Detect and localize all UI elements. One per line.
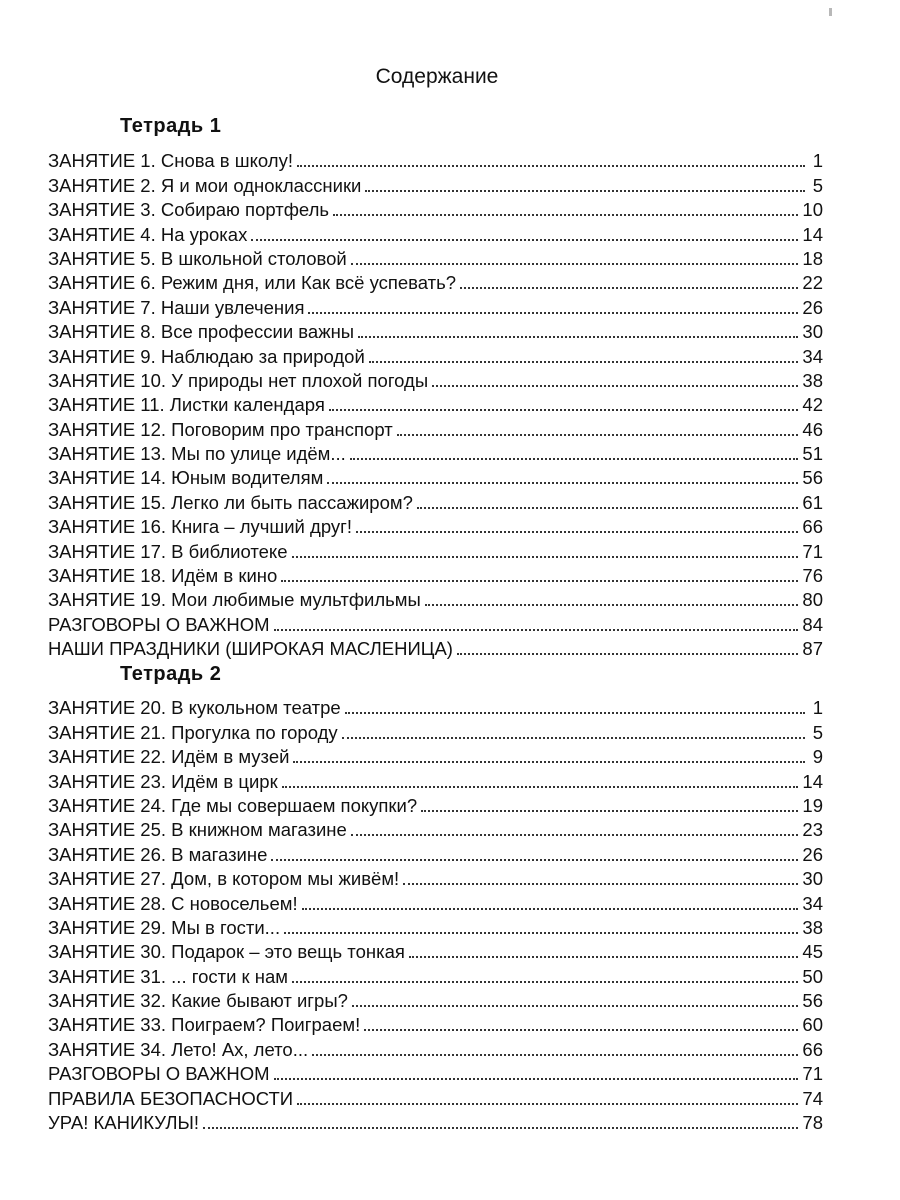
- toc-entry[interactable]: [48, 962, 823, 986]
- toc-entry-title: ЗАНЯТИЕ 1. Снова в школу!: [48, 150, 293, 172]
- toc-entry-title: ПРАВИЛА БЕЗОПАСНОСТИ: [48, 1087, 294, 1109]
- dot-leader: [284, 931, 798, 934]
- toc-entry-title: ЗАНЯТИЕ 7. Наши увлечения: [48, 296, 305, 318]
- toc-entry-page-number: 30: [802, 321, 823, 343]
- toc-entry-page-number: 10: [802, 199, 823, 221]
- toc-entry[interactable]: [48, 635, 823, 659]
- toc-list-notebook-1: [48, 147, 823, 659]
- toc-entry[interactable]: [48, 1060, 823, 1084]
- toc-entry[interactable]: [48, 938, 823, 962]
- dot-leader: [293, 760, 805, 763]
- toc-entry[interactable]: [48, 293, 823, 317]
- toc-entry[interactable]: [48, 342, 823, 366]
- dot-leader: [425, 603, 799, 606]
- toc-entry[interactable]: [48, 816, 823, 840]
- dot-leader: [345, 711, 805, 714]
- toc-entry[interactable]: [48, 694, 823, 718]
- toc-entry-title: ЗАНЯТИЕ 27. Дом, в котором мы живём!: [48, 868, 400, 890]
- toc-entry-title: ЗАНЯТИЕ 4. На уроках: [48, 223, 248, 245]
- dot-leader: [432, 384, 798, 387]
- dot-leader: [403, 882, 798, 885]
- toc-entry-title: ЗАНЯТИЕ 14. Юным водителям: [48, 467, 324, 489]
- toc-entry-page-number: 61: [802, 491, 823, 513]
- dot-leader: [350, 457, 799, 460]
- toc-entry-title: РАЗГОВОРЫ О ВАЖНОМ: [48, 1063, 270, 1085]
- dot-leader: [274, 1077, 799, 1080]
- toc-entry-page-number: 50: [802, 965, 823, 987]
- section-heading-notebook-1: Тетрадь 1: [120, 115, 222, 137]
- toc-entry-page-number: 45: [802, 941, 823, 963]
- toc-entry-title: РАЗГОВОРЫ О ВАЖНОМ: [48, 613, 270, 635]
- dot-leader: [333, 213, 798, 216]
- toc-entry-title: ЗАНЯТИЕ 18. Идём в кино: [48, 565, 278, 587]
- dot-leader: [342, 736, 805, 739]
- toc-entry[interactable]: [48, 488, 823, 512]
- toc-entry-title: ЗАНЯТИЕ 33. Поиграем? Поиграем!: [48, 1014, 361, 1036]
- dot-leader: [365, 189, 805, 192]
- toc-entry-title: ЗАНЯТИЕ 30. Подарок – это вещь тонкая: [48, 941, 405, 963]
- toc-entry-title: ЗАНЯТИЕ 29. Мы в гости...: [48, 916, 281, 938]
- toc-entry[interactable]: [48, 865, 823, 889]
- toc-entry-page-number: 78: [802, 1112, 823, 1134]
- toc-entry-title: ЗАНЯТИЕ 19. Мои любимые мультфильмы: [48, 589, 421, 611]
- toc-entry-page-number: 84: [802, 613, 823, 635]
- toc-entry-page-number: 80: [802, 589, 823, 611]
- toc-entry-title: ЗАНЯТИЕ 21. Прогулка по городу: [48, 721, 338, 743]
- dot-leader: [251, 238, 798, 241]
- toc-entry[interactable]: [48, 464, 823, 488]
- corner-mark: [829, 8, 832, 16]
- toc-entry[interactable]: [48, 1035, 823, 1059]
- dot-leader: [308, 311, 798, 314]
- toc-entry[interactable]: [48, 196, 823, 220]
- toc-entry-page-number: 56: [802, 990, 823, 1012]
- dot-leader: [397, 433, 799, 436]
- dot-leader: [281, 579, 798, 582]
- toc-entry-page-number: 14: [802, 770, 823, 792]
- toc-entry-title: ЗАНЯТИЕ 25. В книжном магазине: [48, 819, 347, 841]
- toc-entry[interactable]: [48, 767, 823, 791]
- toc-entry[interactable]: [48, 840, 823, 864]
- dot-leader: [351, 833, 799, 836]
- toc-entry-page-number: 46: [802, 418, 823, 440]
- toc-entry-page-number: 87: [802, 638, 823, 660]
- toc-entry-title: ЗАНЯТИЕ 17. В библиотеке: [48, 540, 288, 562]
- toc-entry-page-number: 26: [802, 843, 823, 865]
- toc-entry[interactable]: [48, 171, 823, 195]
- toc-entry[interactable]: [48, 391, 823, 415]
- dot-leader: [409, 955, 799, 958]
- toc-entry[interactable]: [48, 440, 823, 464]
- toc-entry[interactable]: [48, 318, 823, 342]
- toc-entry-title: ЗАНЯТИЕ 10. У природы нет плохой погоды: [48, 369, 429, 391]
- toc-entry-page-number: 71: [802, 540, 823, 562]
- toc-entry-title: ЗАНЯТИЕ 20. В кукольном театре: [48, 697, 341, 719]
- toc-entry-page-number: 71: [802, 1063, 823, 1085]
- toc-entry-page-number: 18: [802, 247, 823, 269]
- toc-entry-page-number: 14: [802, 223, 823, 245]
- dot-leader: [460, 286, 798, 289]
- toc-entry-title: ЗАНЯТИЕ 12. Поговорим про транспорт: [48, 418, 393, 440]
- toc-entry-page-number: 5: [812, 721, 823, 743]
- toc-entry-title: ЗАНЯТИЕ 15. Легко ли быть пассажиром?: [48, 491, 413, 513]
- toc-entry-page-number: 66: [802, 1038, 823, 1060]
- toc-entry[interactable]: [48, 415, 823, 439]
- toc-entry-title: ЗАНЯТИЕ 6. Режим дня, или Как всё успевать?: [48, 272, 457, 294]
- toc-entry[interactable]: [48, 889, 823, 913]
- toc-entry-page-number: 38: [802, 369, 823, 391]
- toc-entry[interactable]: [48, 1084, 823, 1108]
- toc-entry-title: ЗАНЯТИЕ 24. Где мы совершаем покупки?: [48, 794, 418, 816]
- dot-leader: [203, 1126, 798, 1129]
- toc-entry-page-number: 74: [802, 1087, 823, 1109]
- toc-entry[interactable]: [48, 537, 823, 561]
- dot-leader: [312, 1053, 798, 1056]
- toc-entry-title: ЗАНЯТИЕ 34. Лето! Ах, лето...: [48, 1038, 309, 1060]
- toc-entry[interactable]: [48, 792, 823, 816]
- toc-entry[interactable]: [48, 513, 823, 537]
- dot-leader: [297, 1102, 798, 1105]
- section-heading-notebook-2: Тетрадь 2: [120, 663, 222, 685]
- toc-entry[interactable]: [48, 562, 823, 586]
- toc-entry[interactable]: [48, 610, 823, 634]
- toc-entry-title: ЗАНЯТИЕ 9. Наблюдаю за природой: [48, 345, 365, 367]
- toc-entry-title: ЗАНЯТИЕ 32. Какие бывают игры?: [48, 990, 348, 1012]
- page-title: Содержание: [375, 65, 499, 88]
- toc-entry-title: ЗАНЯТИЕ 5. В школьной столовой: [48, 247, 347, 269]
- toc-entry[interactable]: [48, 245, 823, 269]
- toc-entry-title: ЗАНЯТИЕ 11. Листки календаря: [48, 394, 325, 416]
- toc-entry-title: ЗАНЯТИЕ 22. Идём в музей: [48, 746, 290, 768]
- toc-entry-page-number: 60: [802, 1014, 823, 1036]
- toc-entry-title: ЗАНЯТИЕ 23. Идём в цирк: [48, 770, 278, 792]
- toc-entry-page-number: 1: [812, 150, 823, 172]
- toc-entry-title: ЗАНЯТИЕ 31. ... гости к нам: [48, 965, 289, 987]
- toc-entry[interactable]: [48, 1011, 823, 1035]
- toc-entry[interactable]: [48, 914, 823, 938]
- toc-entry[interactable]: [48, 147, 823, 171]
- toc-list-notebook-2: [48, 694, 823, 1133]
- dot-leader: [369, 360, 799, 363]
- toc-entry-title: ЗАНЯТИЕ 3. Собираю портфель: [48, 199, 330, 221]
- dot-leader: [282, 785, 799, 788]
- toc-entry[interactable]: [48, 718, 823, 742]
- toc-entry-page-number: 76: [802, 565, 823, 587]
- toc-entry-title: УРА! КАНИКУЛЫ!: [48, 1112, 200, 1134]
- toc-entry-page-number: 34: [802, 892, 823, 914]
- dot-leader: [457, 652, 798, 655]
- toc-entry-page-number: 1: [812, 697, 823, 719]
- toc-entry[interactable]: [48, 220, 823, 244]
- toc-entry-title: ЗАНЯТИЕ 13. Мы по улице идём...: [48, 443, 346, 465]
- toc-entry-page-number: 56: [802, 467, 823, 489]
- dot-leader: [274, 628, 799, 631]
- toc-entry-title: НАШИ ПРАЗДНИКИ (ШИРОКАЯ МАСЛЕНИЦА): [48, 638, 453, 660]
- dot-leader: [352, 1004, 798, 1007]
- toc-entry-page-number: 5: [812, 174, 823, 196]
- dot-leader: [417, 506, 799, 509]
- dot-leader: [292, 980, 798, 983]
- toc-entry-title: ЗАНЯТИЕ 26. В магазине: [48, 843, 268, 865]
- dot-leader: [302, 907, 799, 910]
- toc-entry-page-number: 51: [802, 443, 823, 465]
- toc-entry[interactable]: [48, 367, 823, 391]
- toc-entry[interactable]: [48, 269, 823, 293]
- toc-entry-page-number: 22: [802, 272, 823, 294]
- dot-leader: [358, 335, 798, 338]
- dot-leader: [329, 408, 799, 411]
- toc-entry-page-number: 19: [802, 794, 823, 816]
- toc-entry-page-number: 26: [802, 296, 823, 318]
- toc-entry[interactable]: [48, 987, 823, 1011]
- dot-leader: [351, 262, 799, 265]
- dot-leader: [356, 530, 798, 533]
- dot-leader: [292, 555, 799, 558]
- toc-entry-page-number: 30: [802, 868, 823, 890]
- toc-entry[interactable]: [48, 743, 823, 767]
- toc-entry-page-number: 42: [802, 394, 823, 416]
- toc-entry[interactable]: [48, 586, 823, 610]
- dot-leader: [364, 1028, 798, 1031]
- toc-entry[interactable]: [48, 1109, 823, 1133]
- toc-entry-title: ЗАНЯТИЕ 2. Я и мои одноклассники: [48, 174, 362, 196]
- dot-leader: [327, 481, 798, 484]
- toc-entry-title: ЗАНЯТИЕ 16. Книга – лучший друг!: [48, 516, 353, 538]
- toc-entry-page-number: 23: [802, 819, 823, 841]
- toc-entry-page-number: 9: [812, 746, 823, 768]
- toc-entry-page-number: 34: [802, 345, 823, 367]
- toc-entry-page-number: 38: [802, 916, 823, 938]
- dot-leader: [421, 809, 798, 812]
- dot-leader: [297, 164, 805, 167]
- toc-entry-title: ЗАНЯТИЕ 28. С новосельем!: [48, 892, 298, 914]
- dot-leader: [271, 858, 798, 861]
- toc-entry-page-number: 66: [802, 516, 823, 538]
- toc-entry-title: ЗАНЯТИЕ 8. Все профессии важны: [48, 321, 355, 343]
